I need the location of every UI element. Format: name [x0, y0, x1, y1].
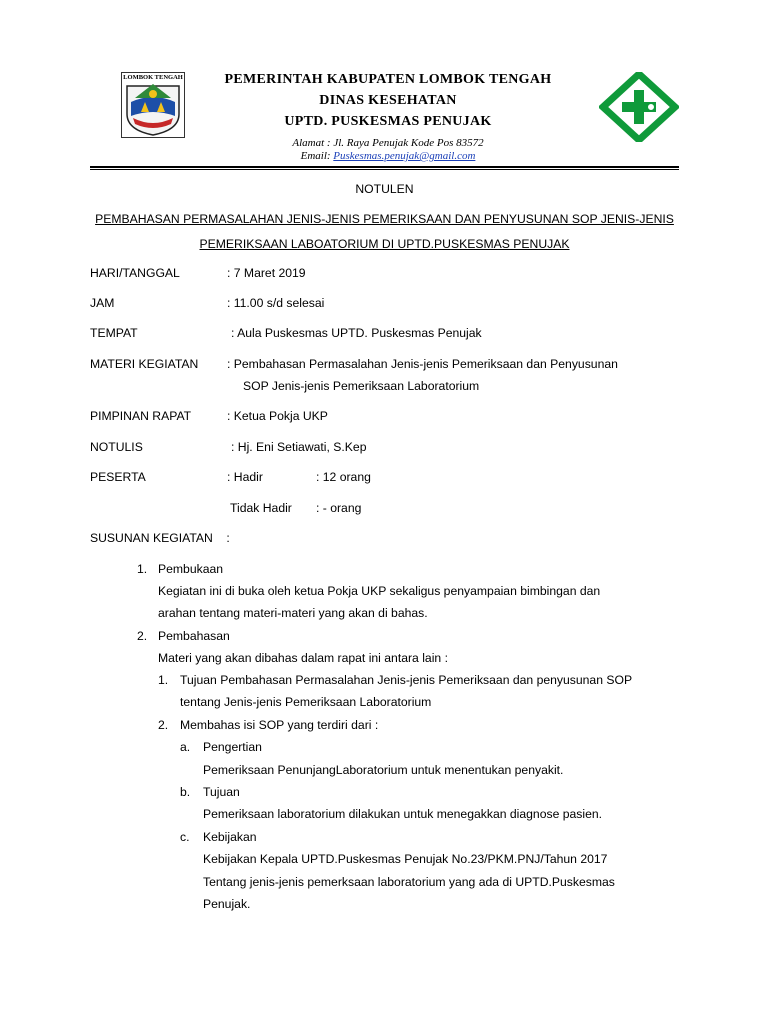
item-1-text-1: Kegiatan ini di buka oleh ketua Pokja UKP sekaligus penyampaian bimbingan dan	[158, 584, 601, 598]
header-rule-thin	[90, 169, 679, 170]
field-label-pimpinan: PIMPINAN RAPAT	[90, 409, 192, 423]
field-value-pimpinan: : Ketua Pokja UKP	[227, 409, 328, 423]
header-institution: UPTD. PUSKESMAS PENUJAK	[284, 114, 492, 129]
sub-item-1-text-2: tentang Jenis-jenis Pemeriksaan Laboratorium	[180, 695, 432, 709]
puskesmas-logo	[599, 72, 679, 142]
item-2-intro: Materi yang akan dibahas dalam rapat ini antara lain :	[158, 651, 448, 665]
field-value-jam: : 11.00 s/d selesai	[227, 296, 325, 310]
header-address: Alamat : Jl. Raya Penujak Kode Pos 83572	[292, 137, 484, 149]
header-email-line	[168, 150, 608, 162]
point-c-text-2: Tentang jenis-jenis pemerksaan laboratorium yang ada di UPTD.Puskesmas	[203, 875, 615, 889]
sub-item-1-number: 1.	[158, 673, 169, 687]
field-value-materi-1: : Pembahasan Permasalahan Jenis-jenis Pemeriksaan dan Penyusunan	[227, 357, 618, 371]
point-a-letter: a.	[180, 740, 191, 754]
point-c-letter: c.	[180, 830, 190, 844]
logo-caption: LOMBOK TENGAH	[123, 74, 183, 81]
field-label-jam: JAM	[90, 296, 115, 310]
field-value-hari: : 7 Maret 2019	[227, 266, 306, 280]
peserta-hadir-value: : 12 orang	[316, 470, 371, 484]
sub-item-1-text-1: Tujuan Pembahasan Permasalahan Jenis-jenis Pemeriksaan dan penyusunan SOP	[180, 673, 633, 687]
sub-item-2-number: 2.	[158, 718, 169, 732]
email-link[interactable]: Puskesmas.penujak@gmail.com	[333, 150, 476, 162]
point-b-title: Tujuan	[203, 785, 240, 799]
sub-item-2-text: Membahas isi SOP yang terdiri dari :	[180, 718, 379, 732]
point-c-text-1: Kebijakan Kepala UPTD.Puskesmas Penujak No.23/PKM.PNJ/Tahun 2017	[203, 852, 608, 866]
document-title: NOTULEN	[355, 182, 414, 196]
point-b-text: Pemeriksaan laboratorium dilakukan untuk menegakkan diagnose pasien.	[203, 807, 603, 821]
field-label-notulis: NOTULIS	[90, 440, 143, 454]
item-1-text-2: arahan tentang materi-materi yang akan di bahas.	[158, 606, 428, 620]
field-value-tempat: : Aula Puskesmas UPTD. Puskesmas Penujak	[231, 326, 482, 340]
subject-line-1: PEMBAHASAN PERMASALAHAN JENIS-JENIS PEMERIKSAAN DAN PENYUSUNAN SOP JENIS-JENIS	[95, 212, 674, 226]
peserta-hadir-label: : Hadir	[227, 470, 263, 484]
field-label-materi: MATERI KEGIATAN	[90, 357, 199, 371]
point-a-text: Pemeriksaan PenunjangLaboratorium untuk menentukan penyakit.	[203, 763, 564, 777]
header-department: DINAS KESEHATAN	[319, 93, 457, 108]
field-label-tempat: TEMPAT	[90, 326, 138, 340]
item-1-title: Pembukaan	[158, 562, 224, 576]
email-label: Email:	[300, 150, 331, 162]
item-1-number: 1.	[137, 562, 148, 576]
susunan-heading: SUSUNAN KEGIATAN :	[90, 531, 230, 545]
point-b-letter: b.	[180, 785, 191, 799]
header-rule-thick	[90, 166, 679, 168]
field-value-notulis: : Hj. Eni Setiawati, S.Kep	[231, 440, 367, 454]
field-label-hari: HARI/TANGGAL	[90, 266, 180, 280]
field-value-materi-2: SOP Jenis-jenis Pemeriksaan Laboratorium	[243, 379, 480, 393]
item-2-title: Pembahasan	[158, 629, 230, 643]
point-c-title: Kebijakan	[203, 830, 257, 844]
field-label-peserta: PESERTA	[90, 470, 146, 484]
point-c-text-3: Penujak.	[203, 897, 251, 911]
subject-line-2: PEMERIKSAAN LABOATORIUM DI UPTD.PUSKESMAS PENUJAK	[199, 237, 570, 251]
peserta-tidak-hadir-label: Tidak Hadir	[230, 501, 292, 515]
item-2-number: 2.	[137, 629, 148, 643]
header-government: PEMERINTAH KABUPATEN LOMBOK TENGAH	[224, 72, 552, 87]
peserta-tidak-hadir-value: : - orang	[316, 501, 362, 515]
point-a-title: Pengertian	[203, 740, 262, 754]
